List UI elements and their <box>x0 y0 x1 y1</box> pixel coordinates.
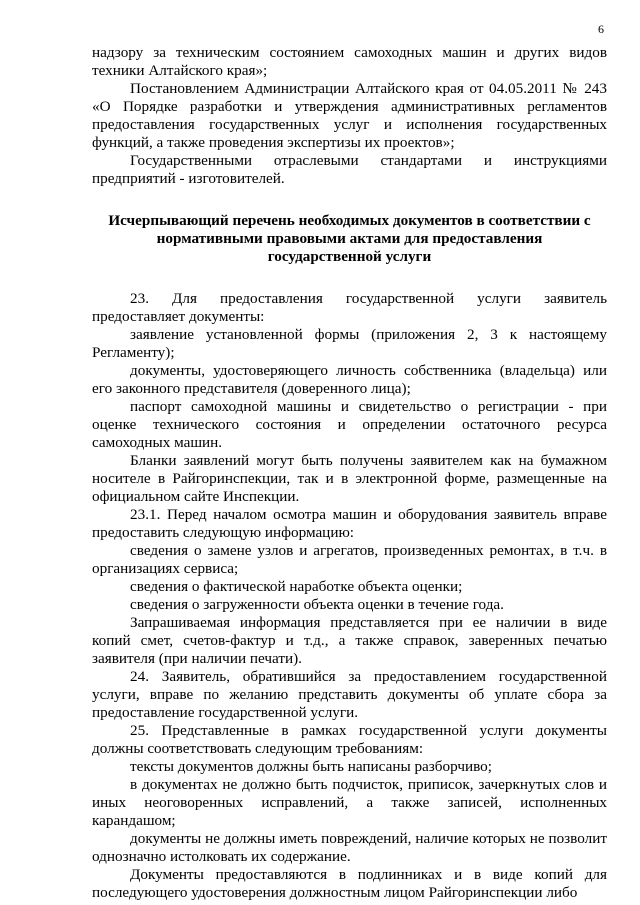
paragraph: Государственными отраслевыми стандартами и инструкциями предприятий - изготовителей. <box>92 152 607 187</box>
paragraph: 24. Заявитель, обратившийся за предоставлением государственной услуги, вправе по желанию представить документы об уплате сбора за предоставление государственной услуги. <box>92 668 607 721</box>
paragraph: документы не должны иметь повреждений, наличие которых не позволит однозначно истолковать их содержание. <box>92 830 607 865</box>
paragraph: Постановлением Администрации Алтайского края от 04.05.2011 № 243 «О Порядке разработки и утверждения административных регламентов предоставления государственных услуг и исполнения государственных функций, а также проведения экспертизы их проектов»; <box>92 80 607 151</box>
paragraph: Документы предоставляются в подлинниках и в виде копий для последующего удостоверения должностным лицом Райгоринспекции либо <box>92 866 607 901</box>
paragraph: тексты документов должны быть написаны разборчиво; <box>130 758 492 775</box>
paragraph: сведения о замене узлов и агрегатов, произведенных ремонтах, в т.ч. в организациях сервиса; <box>92 542 607 577</box>
paragraph: Бланки заявлений могут быть получены заявителем как на бумажном носителе в Райгоринспекции, так и в электронной форме, размещенные на официальном сайте Инспекции. <box>92 452 607 505</box>
paragraph: заявление установленной формы (приложения 2, 3 к настоящему Регламенту); <box>92 326 607 361</box>
paragraph: сведения о фактической наработке объекта оценки; <box>130 578 463 595</box>
paragraph: 25. Представленные в рамках государственной услуги документы должны соответствовать следующим требованиям: <box>92 722 607 757</box>
paragraph: сведения о загруженности объекта оценки в течение года. <box>130 596 504 613</box>
paragraph: документы, удостоверяющего личность собственника (владельца) или его законного представителя (доверенного лица); <box>92 362 607 397</box>
paragraph: паспорт самоходной машины и свидетельство о регистрации - при оценке технического состояния и определении остаточного ресурса самоходных машин. <box>92 398 607 451</box>
heading-line: нормативными правовыми актами для предоставления <box>156 230 543 247</box>
page-number: 6 <box>598 22 604 36</box>
paragraph: 23.1. Перед началом осмотра машин и оборудования заявитель вправе предоставить следующую информацию: <box>92 506 607 541</box>
paragraph: в документах не должно быть подчисток, приписок, зачеркнутых слов и иных неоговоренных исправлений, а также записей, исполненных карандашом; <box>92 776 607 829</box>
paragraph: Запрашиваемая информация представляется при ее наличии в виде копий смет, счетов-фактур и т.д., а также справок, заверенных печатью заявителя (при наличии печати). <box>92 614 607 667</box>
paragraph: 23. Для предоставления государственной услуги заявитель предоставляет документы: <box>92 290 607 325</box>
heading-line: государственной услуги <box>267 248 432 265</box>
heading-line: Исчерпывающий перечень необходимых документов в соответствии с <box>108 212 591 229</box>
section-heading <box>92 212 607 266</box>
paragraph: надзору за техническим состоянием самоходных машин и других видов техники Алтайского края»; <box>92 44 607 79</box>
document-body <box>92 44 607 902</box>
